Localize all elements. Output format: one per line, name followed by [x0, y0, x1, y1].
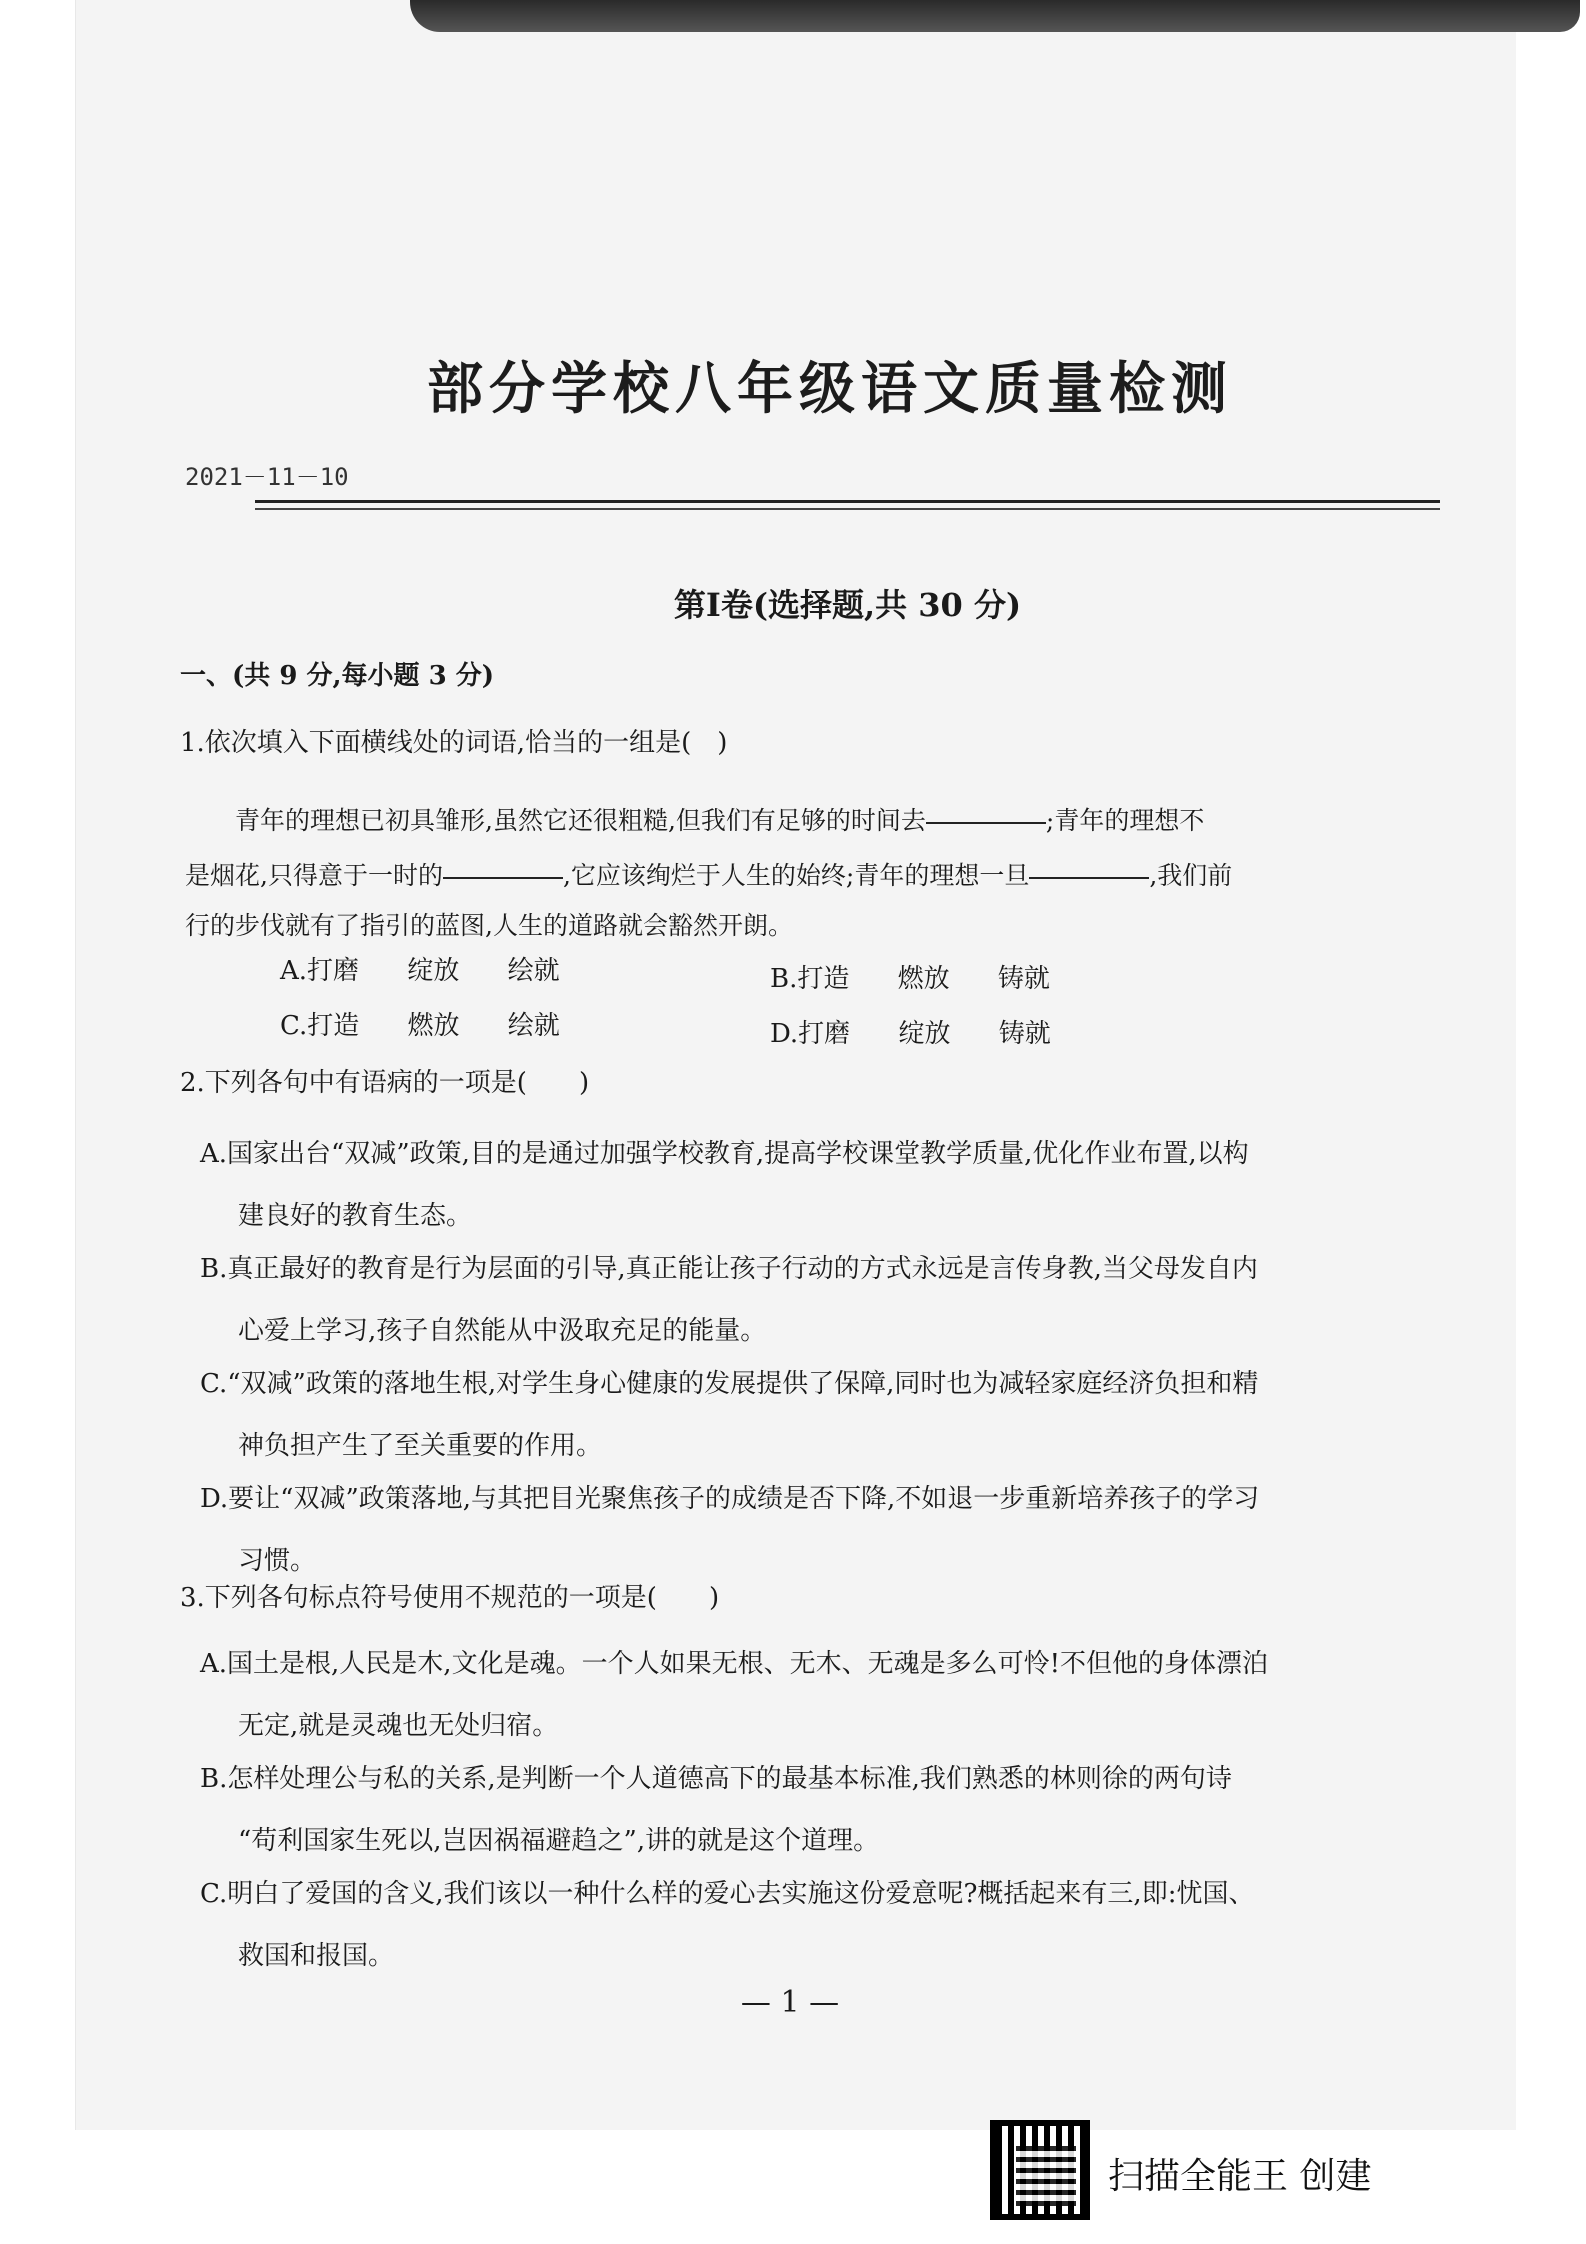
option-word: 铸就 [997, 964, 1050, 994]
option-word: 铸就 [998, 1019, 1051, 1049]
option-word: A.打磨 [280, 956, 360, 986]
option-word: 绘就 [507, 1011, 560, 1041]
q2-option-a [200, 1123, 1430, 1247]
option-text: “苟利国家生死以,岂因祸福避趋之”,讲的就是这个道理。 [238, 1826, 880, 1856]
q1-passage-text: 青年的理想已初具雏形,虽然它还很粗糙,但我们有足够的时间去 [235, 806, 926, 835]
part-title: 第Ⅰ卷(选择题,共 30 分) [673, 586, 1022, 624]
section-heading: 一、(共 9 分,每小题 3 分) [180, 661, 495, 691]
q3-option-c [200, 1863, 1430, 1987]
q3-option-b [200, 1748, 1430, 1872]
option-text: A.国土是根,人民是木,文化是魂。一个人如果无根、无木、无魂是多么可怜!不但他的身体漂泊 [200, 1649, 1269, 1679]
option-word: 绘就 [507, 956, 560, 986]
option-word: D.打磨 [770, 1019, 851, 1049]
q1-option-c [280, 1005, 560, 1042]
exam-title: 部分学校八年级语文质量检测 [427, 356, 1233, 422]
option-text: C.明白了爱国的含义,我们该以一种什么样的爱心去实施这份爱意呢?概括起来有三,即:忧国、 [200, 1879, 1255, 1909]
option-word: 绽放 [407, 956, 460, 986]
q3-option-a [200, 1633, 1430, 1757]
watermark-text: 扫描全能王 创建 [1108, 2156, 1372, 2197]
option-text: D.要让“双减”政策落地,与其把目光聚焦孩子的成绩是否下降,不如退一步重新培养孩子的学习 [200, 1484, 1260, 1514]
option-word: 燃放 [407, 1011, 460, 1041]
option-word: 燃放 [897, 964, 950, 994]
page-number: — 1 — [740, 1985, 840, 2020]
option-text: 神负担产生了至关重要的作用。 [238, 1431, 603, 1461]
option-word: B.打造 [770, 964, 850, 994]
option-word: 绽放 [898, 1019, 951, 1049]
header-rule-top [255, 500, 1440, 503]
q1-passage-text: ;青年的理想不 [1045, 806, 1205, 835]
exam-date: 2021－11－10 [185, 463, 349, 491]
q1-passage-line1 [185, 790, 1435, 852]
q1-passage-text: ,我们前 [1149, 861, 1233, 890]
scanner-watermark [990, 2120, 1420, 2230]
option-text: 心爱上学习,孩子自然能从中汲取充足的能量。 [238, 1316, 767, 1346]
q2-stem: 2.下列各句中有语病的一项是( ) [180, 1068, 590, 1098]
q1-option-b [770, 958, 1050, 995]
q1-passage-text: 是烟花,只得意于一时的 [185, 861, 443, 890]
q1-passage-line3: 行的步伐就有了指引的蓝图,人生的道路就会豁然开朗。 [185, 911, 793, 940]
q1-blank-2 [443, 876, 563, 879]
option-word: C.打造 [280, 1011, 360, 1041]
option-text: B.怎样处理公与私的关系,是判断一个人道德高下的最基本标准,我们熟悉的林则徐的两句诗 [200, 1764, 1232, 1794]
option-text: C.“双减”政策的落地生根,对学生身心健康的发展提供了保障,同时也为减轻家庭经济负担和精 [200, 1369, 1259, 1399]
q3-stem: 3.下列各句标点符号使用不规范的一项是( ) [180, 1583, 720, 1613]
q1-blank-1 [926, 821, 1046, 824]
option-text: 习惯。 [238, 1546, 317, 1576]
header-rule-bottom [255, 508, 1440, 510]
binder-shadow [410, 0, 1580, 32]
q1-stem: 1.依次填入下面横线处的词语,恰当的一组是( ) [180, 728, 728, 758]
option-text: B.真正最好的教育是行为层面的引导,真正能让孩子行动的方式永远是言传身教,当父母发自内 [200, 1254, 1258, 1284]
option-text: 建良好的教育生态。 [238, 1201, 473, 1231]
q2-option-b [200, 1238, 1430, 1362]
option-text: A.国家出台“双减”政策,目的是通过加强学校教育,提高学校课堂教学质量,优化作业布置,以构 [200, 1139, 1249, 1169]
qr-code-icon [990, 2120, 1090, 2220]
q1-option-d [770, 1013, 1051, 1050]
q1-blank-3 [1029, 876, 1149, 879]
q2-option-d [200, 1468, 1430, 1592]
option-text: 无定,就是灵魂也无处归宿。 [238, 1711, 559, 1741]
q2-option-c [200, 1353, 1430, 1477]
q1-passage-text: ,它应该绚烂于人生的始终;青年的理想一旦 [562, 861, 1030, 890]
q1-option-a [280, 950, 560, 987]
option-text: 救国和报国。 [238, 1941, 395, 1971]
